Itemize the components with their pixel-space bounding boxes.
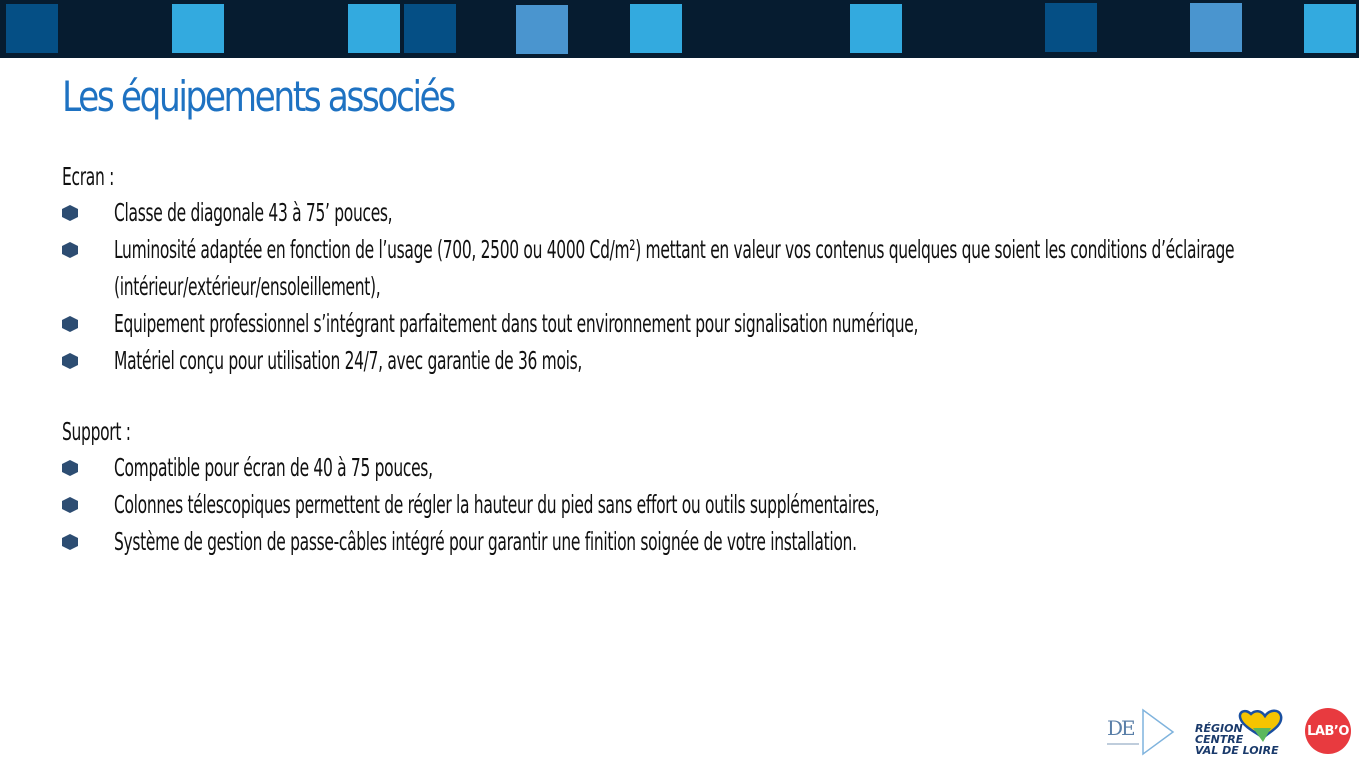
region-logo: RÉGION CENTRE VAL DE LOIRE bbox=[1193, 708, 1288, 758]
header-square bbox=[630, 4, 682, 53]
hexagon-bullet-icon bbox=[62, 353, 78, 369]
hexagon-bullet-icon bbox=[62, 242, 78, 258]
section-label-ecran: Ecran : bbox=[62, 162, 114, 191]
labo-logo: LAB’O bbox=[1305, 708, 1351, 754]
header-square bbox=[850, 4, 902, 53]
list-item: Equipement professionnel s’intégrant parfaitement dans tout environnement pour signalisation numérique, bbox=[62, 305, 1352, 342]
hexagon-bullet-icon bbox=[62, 316, 78, 332]
ecran-list bbox=[62, 194, 1352, 379]
list-item: Système de gestion de passe-câbles intégré pour garantir une finition soignée de votre installation. bbox=[62, 523, 1352, 560]
header-square bbox=[1045, 3, 1097, 52]
header-square bbox=[6, 4, 58, 53]
list-item: Matériel conçu pour utilisation 24/7, avec garantie de 36 mois, bbox=[62, 342, 1352, 379]
hexagon-bullet-icon bbox=[62, 205, 78, 221]
header-square bbox=[348, 4, 400, 53]
hexagon-bullet-icon bbox=[62, 534, 78, 550]
header-square bbox=[172, 4, 224, 53]
header-square bbox=[404, 4, 456, 53]
page-title: Les équipements associés bbox=[62, 72, 454, 121]
header-band bbox=[0, 0, 1359, 58]
list-item: Classe de diagonale 43 à 75’ pouces, bbox=[62, 194, 1352, 231]
de-logo: DE bbox=[1103, 706, 1175, 756]
header-square bbox=[1190, 3, 1242, 52]
hexagon-bullet-icon bbox=[62, 460, 78, 476]
list-item: Luminosité adaptée en fonction de l’usage (700, 2500 ou 4000 Cd/m²) mettant en valeur vos contenus quelques que soient les conditions d’éclairage (intérieur/extérieur/ensoleillement), bbox=[62, 231, 1352, 305]
list-item: Compatible pour écran de 40 à 75 pouces, bbox=[62, 449, 1352, 486]
hexagon-bullet-icon bbox=[62, 497, 78, 513]
section-label-support: Support : bbox=[62, 417, 131, 446]
support-list bbox=[62, 449, 1352, 560]
list-item: Colonnes télescopiques permettent de régler la hauteur du pied sans effort ou outils supplémentaires, bbox=[62, 486, 1352, 523]
content bbox=[62, 160, 1352, 560]
header-square bbox=[1304, 4, 1356, 53]
header-square bbox=[516, 5, 568, 54]
